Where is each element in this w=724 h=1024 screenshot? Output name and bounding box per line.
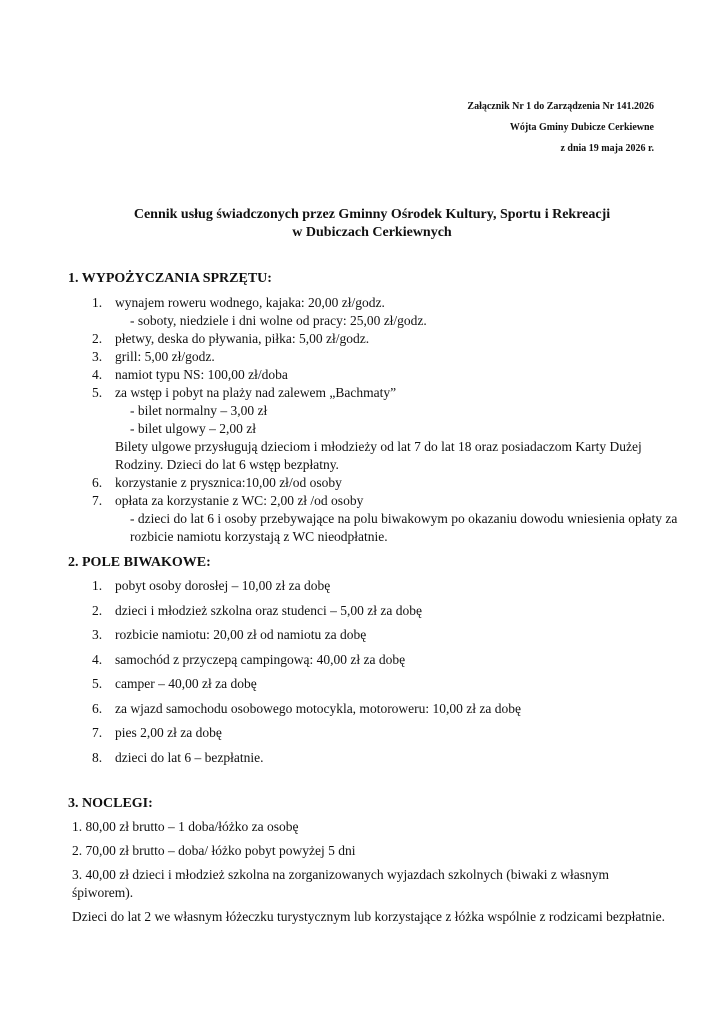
list-item: 3. 40,00 zł dzieci i młodzież szkolna na zorganizowanych wyjazdach szkolnych (biwaki z własnym śpiworem). bbox=[72, 867, 609, 900]
item-number: 1. bbox=[92, 578, 103, 593]
list-item bbox=[92, 623, 684, 648]
list-item bbox=[92, 330, 684, 348]
item-number: 7. bbox=[92, 725, 103, 740]
item-text: rozbicie namiotu: 20,00 zł od namiotu za dobę bbox=[115, 627, 367, 642]
item-text: pobyt osoby dorosłej – 10,00 zł za dobę bbox=[115, 578, 331, 593]
item-text: grill: 5,00 zł/godz. bbox=[115, 349, 215, 364]
item-text: opłata za korzystanie z WC: 2,00 zł /od osoby bbox=[115, 493, 364, 508]
equipment-list bbox=[92, 294, 684, 546]
item-text: dzieci i młodzież szkolna oraz studenci – 5,00 zł za dobę bbox=[115, 602, 423, 618]
title-line-2: w Dubiczach Cerkiewnych bbox=[292, 225, 452, 240]
item-number: 1. bbox=[92, 295, 103, 310]
item-note: Bilety ulgowe przysługują dzieciom i młodzieży od lat 7 do lat 18 oraz posiadaczom Karty Dużej Rodziny. Dzieci do lat 6 wstęp bezpłatny. bbox=[115, 439, 642, 472]
list-item bbox=[92, 366, 684, 384]
list-item: 1. 80,00 zł brutto – 1 doba/łóżko za osobę bbox=[72, 819, 299, 834]
list-item bbox=[92, 294, 684, 312]
list-item bbox=[92, 384, 684, 402]
list-item bbox=[92, 474, 684, 492]
list-item bbox=[92, 348, 684, 366]
document-title bbox=[60, 206, 684, 242]
lodging-list bbox=[72, 818, 668, 932]
item-text: samochód z przyczepą campingową: 40,00 zł za dobę bbox=[115, 651, 406, 667]
item-number: 4. bbox=[92, 651, 103, 667]
list-item: 2. 70,00 zł brutto – doba/ łóżko pobyt powyżej 5 dni bbox=[72, 843, 356, 858]
item-number: 2. bbox=[92, 331, 103, 346]
annex-line-3: z dnia 19 maja 2026 r. bbox=[560, 143, 654, 154]
item-subline: - bilet ulgowy – 2,00 zł bbox=[130, 421, 256, 436]
item-text: namiot typu NS: 100,00 zł/doba bbox=[115, 367, 288, 382]
item-number: 8. bbox=[92, 749, 103, 765]
item-number: 7. bbox=[92, 493, 103, 508]
item-number: 6. bbox=[92, 475, 103, 490]
item-subline: - soboty, niedziele i dni wolne od pracy: 25,00 zł/godz. bbox=[130, 313, 427, 328]
section-heading-equipment: 1. WYPOŻYCZANIA SPRZĘTU: bbox=[68, 271, 272, 286]
item-number: 6. bbox=[92, 700, 103, 716]
list-item: Dzieci do lat 2 we własnym łóżeczku turystycznym lub korzystające z łóżka wspólnie z rodzicami bezpłatnie. bbox=[72, 909, 666, 924]
item-subline: - dzieci do lat 6 i osoby przebywające na polu biwakowym po okazaniu dowodu wniesienia opłaty za rozbicie namiotu korzystają z WC nieodpłatnie. bbox=[130, 511, 678, 544]
item-number: 3. bbox=[92, 627, 103, 642]
item-text: płetwy, deska do pływania, piłka: 5,00 zł/godz. bbox=[115, 331, 370, 346]
item-number: 5. bbox=[92, 385, 103, 400]
item-text: pies 2,00 zł za dobę bbox=[115, 725, 222, 740]
annex-line-2: Wójta Gminy Dubicze Cerkiewne bbox=[509, 122, 654, 133]
list-item bbox=[92, 574, 684, 599]
list-item bbox=[92, 492, 684, 510]
list-item bbox=[92, 599, 684, 624]
item-number: 4. bbox=[92, 367, 103, 382]
annex-header bbox=[467, 96, 654, 159]
section-heading-lodging: 3. NOCLEGI: bbox=[68, 796, 153, 811]
title-line-1: Cennik usług świadczonych przez Gminny Ośrodek Kultury, Sportu i Rekreacji bbox=[133, 207, 611, 222]
item-text: korzystanie z prysznica:10,00 zł/od osoby bbox=[115, 475, 342, 490]
item-text: za wjazd samochodu osobowego motocykla, motoroweru: 10,00 zł za dobę bbox=[115, 700, 522, 716]
annex-line-1: Załącznik Nr 1 do Zarządzenia Nr 141.2026 bbox=[467, 101, 654, 112]
item-number: 2. bbox=[92, 602, 103, 618]
item-text: camper – 40,00 zł za dobę bbox=[115, 676, 257, 691]
list-item bbox=[92, 648, 684, 673]
section-heading-camping: 2. POLE BIWAKOWE: bbox=[68, 555, 211, 570]
item-number: 3. bbox=[92, 349, 103, 364]
list-item bbox=[92, 721, 684, 746]
item-text: wynajem roweru wodnego, kajaka: 20,00 zł/godz. bbox=[115, 295, 385, 310]
item-text: dzieci do lat 6 – bezpłatnie. bbox=[115, 749, 264, 765]
item-number: 5. bbox=[92, 676, 103, 691]
list-item bbox=[92, 672, 684, 697]
item-subline: - bilet normalny – 3,00 zł bbox=[130, 403, 268, 418]
item-text: za wstęp i pobyt na plaży nad zalewem „Bachmaty” bbox=[115, 385, 397, 400]
camping-list bbox=[92, 574, 684, 770]
list-item bbox=[92, 746, 684, 771]
list-item bbox=[92, 697, 684, 722]
